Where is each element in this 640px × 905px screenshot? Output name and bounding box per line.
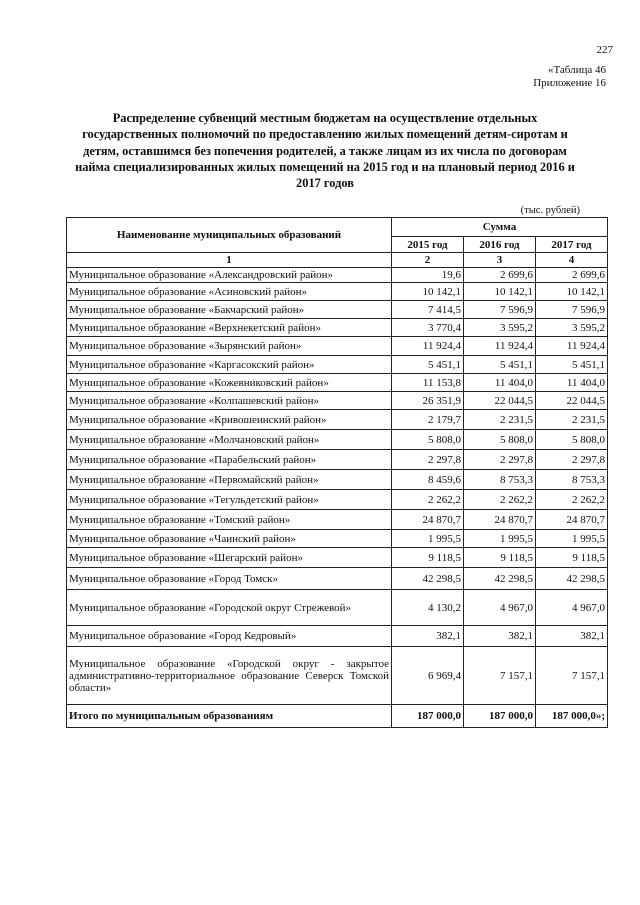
municipality-name: Муниципальное образование «Асиновский район»: [67, 283, 392, 301]
value-2016: 382,1: [464, 626, 536, 647]
value-2016: 5 451,1: [464, 356, 536, 374]
value-2016: 9 118,5: [464, 548, 536, 568]
value-2015: 2 297,8: [392, 450, 464, 470]
value-2017: 5 451,1: [536, 356, 608, 374]
value-2015: 8 459,6: [392, 470, 464, 490]
value-2016: 7 596,9: [464, 301, 536, 319]
municipality-name: Муниципальное образование «Первомайский район»: [67, 470, 392, 490]
value-2015: 5 451,1: [392, 356, 464, 374]
value-2016: 42 298,5: [464, 568, 536, 590]
value-2015: 7 414,5: [392, 301, 464, 319]
value-2017: 7 157,1: [536, 647, 608, 705]
table-row: [67, 283, 608, 301]
value-2017: 42 298,5: [536, 568, 608, 590]
column-index: 1: [67, 253, 392, 268]
appendix-label: Приложение 16: [533, 77, 606, 89]
municipality-name: Муниципальное образование «Городской округ Стрежевой»: [67, 590, 392, 626]
municipality-name: Муниципальное образование «Бакчарский район»: [67, 301, 392, 319]
value-2016: 3 595,2: [464, 319, 536, 337]
value-2015: 24 870,7: [392, 510, 464, 530]
value-2017: 9 118,5: [536, 548, 608, 568]
value-2015: 2 179,7: [392, 410, 464, 430]
header-name: Наименование муниципальных образований: [67, 218, 392, 253]
table-reference: [533, 64, 606, 90]
table-row: [67, 590, 608, 626]
municipality-name: Муниципальное образование «Верхнекетский район»: [67, 319, 392, 337]
municipality-name: Муниципальное образование «Чаинский район»: [67, 530, 392, 548]
column-index: 2: [392, 253, 464, 268]
table-row: [67, 510, 608, 530]
total-label: Итого по муниципальным образованиям: [67, 705, 392, 728]
municipality-name: Муниципальное образование «Тегульдетский район»: [67, 490, 392, 510]
value-2016: 11 924,4: [464, 337, 536, 356]
total-2017: 187 000,0»;: [536, 705, 608, 728]
value-2015: 382,1: [392, 626, 464, 647]
document-title: Распределение субвенций местным бюджетам на осуществление отдельных государственных полномочий по предоставлению жилых помещений детям-сиротам и детям, оставшимся без попечения родителей, а также лицам из их числа по договорам найма специализированных жилых помещений на 2015 год и на плановый период 2016 и 2017 годов: [75, 111, 575, 191]
value-2015: 1 995,5: [392, 530, 464, 548]
value-2016: 8 753,3: [464, 470, 536, 490]
table-row: [67, 530, 608, 548]
value-2015: 11 924,4: [392, 337, 464, 356]
table-row: [67, 356, 608, 374]
value-2017: 4 967,0: [536, 590, 608, 626]
value-2016: 2 231,5: [464, 410, 536, 430]
value-2017: 5 808,0: [536, 430, 608, 450]
value-2017: 11 404,0: [536, 374, 608, 392]
value-2017: 2 699,6: [536, 268, 608, 283]
total-row: [67, 705, 608, 728]
municipality-name: Муниципальное образование «Кривошеинский район»: [67, 410, 392, 430]
value-2015: 42 298,5: [392, 568, 464, 590]
table-row: [67, 568, 608, 590]
value-2016: 22 044,5: [464, 392, 536, 410]
table-row: [67, 337, 608, 356]
municipality-name: Муниципальное образование «Каргасокский район»: [67, 356, 392, 374]
municipality-name: Муниципальное образование «Город Томск»: [67, 568, 392, 590]
value-2017: 382,1: [536, 626, 608, 647]
value-2015: 10 142,1: [392, 283, 464, 301]
value-2016: 2 262,2: [464, 490, 536, 510]
value-2017: 2 231,5: [536, 410, 608, 430]
table-label: «Таблица 46: [547, 64, 606, 76]
table-row: [67, 450, 608, 470]
value-2015: 4 130,2: [392, 590, 464, 626]
value-2015: 3 770,4: [392, 319, 464, 337]
header-year-2017: 2017 год: [536, 237, 608, 253]
column-index: 4: [536, 253, 608, 268]
value-2016: 24 870,7: [464, 510, 536, 530]
value-2016: 1 995,5: [464, 530, 536, 548]
total-2015: 187 000,0: [392, 705, 464, 728]
table-row: [67, 410, 608, 430]
table-row: [67, 319, 608, 337]
value-2015: 19,6: [392, 268, 464, 283]
value-2015: 2 262,2: [392, 490, 464, 510]
value-2015: 9 118,5: [392, 548, 464, 568]
table-row: [67, 374, 608, 392]
municipality-name: Муниципальное образование «Шегарский район»: [67, 548, 392, 568]
value-2015: 11 153,8: [392, 374, 464, 392]
table-row: [67, 470, 608, 490]
table-row: [67, 548, 608, 568]
table-row: [67, 626, 608, 647]
value-2016: 4 967,0: [464, 590, 536, 626]
municipality-name: Муниципальное образование «Кожевниковский район»: [67, 374, 392, 392]
table-row: [67, 647, 608, 705]
value-2017: 2 297,8: [536, 450, 608, 470]
value-2017: 2 262,2: [536, 490, 608, 510]
value-2017: 8 753,3: [536, 470, 608, 490]
table-row: [67, 430, 608, 450]
units-label: (тыс. рублей): [520, 205, 580, 216]
value-2016: 10 142,1: [464, 283, 536, 301]
value-2017: 3 595,2: [536, 319, 608, 337]
municipality-name: Муниципальное образование «Томский район»: [67, 510, 392, 530]
value-2016: 7 157,1: [464, 647, 536, 705]
column-index: 3: [464, 253, 536, 268]
municipality-name: Муниципальное образование «Город Кедровый»: [67, 626, 392, 647]
value-2017: 10 142,1: [536, 283, 608, 301]
municipality-name: Муниципальное образование «Молчановский район»: [67, 430, 392, 450]
page-number: 227: [596, 44, 613, 56]
value-2017: 7 596,9: [536, 301, 608, 319]
value-2016: 2 297,8: [464, 450, 536, 470]
table-row: [67, 490, 608, 510]
value-2017: 11 924,4: [536, 337, 608, 356]
value-2015: 5 808,0: [392, 430, 464, 450]
total-2016: 187 000,0: [464, 705, 536, 728]
municipality-name: Муниципальное образование «Парабельский район»: [67, 450, 392, 470]
municipality-name: Муниципальное образование «Зырянский район»: [67, 337, 392, 356]
value-2016: 5 808,0: [464, 430, 536, 450]
value-2015: 6 969,4: [392, 647, 464, 705]
subvention-table: [66, 217, 608, 728]
value-2017: 24 870,7: [536, 510, 608, 530]
value-2015: 26 351,9: [392, 392, 464, 410]
header-year-2015: 2015 год: [392, 237, 464, 253]
table-row: [67, 392, 608, 410]
value-2016: 11 404,0: [464, 374, 536, 392]
header-sum: Сумма: [392, 218, 608, 237]
value-2016: 2 699,6: [464, 268, 536, 283]
value-2017: 22 044,5: [536, 392, 608, 410]
header-year-2016: 2016 год: [464, 237, 536, 253]
value-2017: 1 995,5: [536, 530, 608, 548]
municipality-name: Муниципальное образование «Городской округ - закрытое административно-территориальное образование Северск Томской области»: [67, 647, 392, 705]
municipality-name: Муниципальное образование «Александровский район»: [67, 268, 392, 283]
table-row: [67, 301, 608, 319]
municipality-name: Муниципальное образование «Колпашевский район»: [67, 392, 392, 410]
table-row: [67, 268, 608, 283]
